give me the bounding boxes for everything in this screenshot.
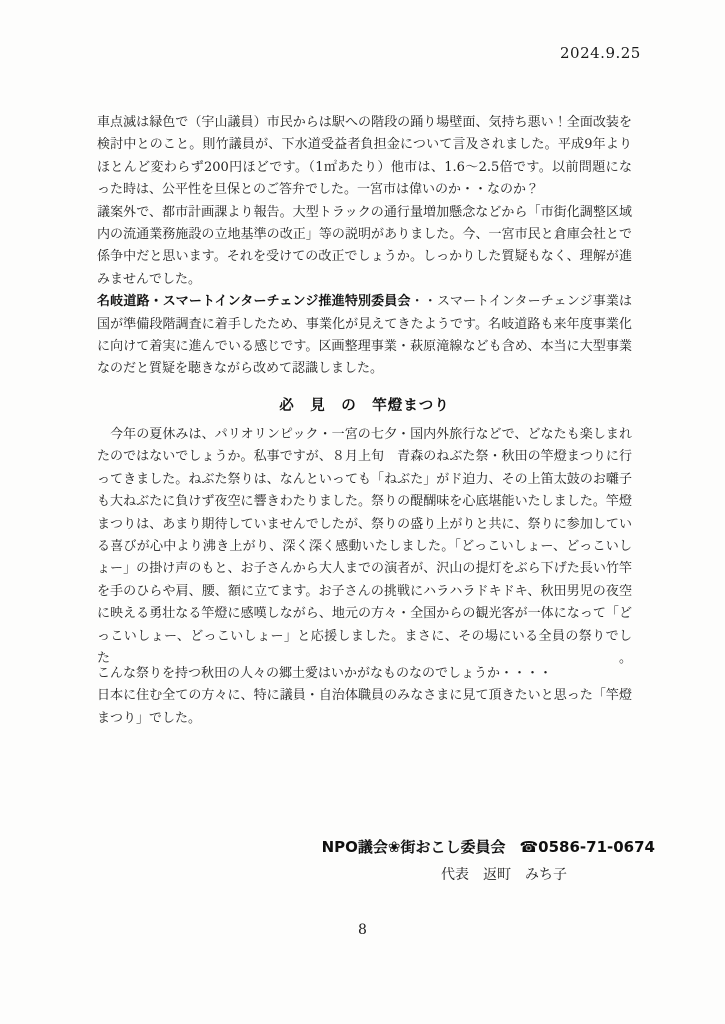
text-line: も大ねぶたに負けず夜空に響きわたりました。祭りの醍醐味を心底堪能いたしました。竿燈 <box>97 494 632 510</box>
text-line: たのではないでしょうか。私事ですが、８月上旬 青森のねぶた祭・秋田の竿燈まつりに行 <box>97 449 632 465</box>
text-line: に向けて着実に進んでいる感じです。区画整理事業・萩原滝線なども含め、本当に大型事業 <box>97 338 632 354</box>
footer-organization-line <box>322 836 655 857</box>
text-line: に映える勇壮なる竿燈に感嘆しながら、地元の方々・全国からの観光客が一体になって「ど <box>97 606 632 622</box>
text-line: こんな祭りを持つ秋田の人々の郷土愛はいかがなものなのでしょうか・・・・ <box>97 666 553 681</box>
text-line: 車点滅は緑色で（宇山議員）市民からは駅への階段の踊り場壁面、気持ち悪い！全面改装を <box>97 115 632 130</box>
text-line: 日本に住む全ての方々に、特に議員・自治体職員のみなさまに見て頂きたいと思った「竿燈 <box>97 688 632 704</box>
text-line: まつり」でした。 <box>97 710 202 726</box>
text-line: 検討中とのこと。則竹議員が、下水道受益者負担金について言及されました。平成9年より <box>97 137 632 153</box>
text-line: ょー」の掛け声のもと、お子さんから大人までの演者が、沢山の提灯をぶら下げた長い竹竿 <box>97 561 632 577</box>
festival-section-heading: 必 見 の 竿燈まつり <box>279 398 450 414</box>
festival-paragraph-block <box>97 424 632 666</box>
text-line: 内の流通業務施設の立地基準の改正」等の説明がありました。今、一宮市民と倉庫会社とで <box>97 226 632 242</box>
council-report-block <box>97 112 632 381</box>
phone-number: 0586-71-0674 <box>538 838 655 856</box>
text-line: 議案外で、都市計画課より報告。大型トラックの通行量増加懸念などから「市街化調整区域 <box>97 204 632 220</box>
text-line: 国が準備段階調査に着手したため、事業化が見えてきたようです。名岐道路も来年度事業化 <box>97 316 632 332</box>
text-line: 係争中だと思います。それを受けての改正でしょうか。しっかりした質疑もなく、理解が進 <box>97 249 632 265</box>
closing-paragraph-block <box>97 663 632 730</box>
phone-icon: ☎ <box>519 838 539 856</box>
committee-heading-line <box>97 291 632 313</box>
phone-group <box>519 838 655 856</box>
text-line: なのだと質疑を聴きながら改めて認識しました。 <box>97 361 384 377</box>
document-date: 2024.9.25 <box>560 44 641 62</box>
flower-icon: ❀ <box>387 838 401 856</box>
committee-line-rest: ・・スマートインターチェンジ事業は <box>410 294 632 310</box>
text-line: ってきました。ねぶた祭りは、なんといっても「ねぶた」がド迫力、その上笛太鼓のお囃子 <box>97 471 632 487</box>
footer-representative: 代表 返町 みち子 <box>441 867 567 883</box>
text-line: る喜びが心中より沸き上がり、深く深く感動いたしました。「どっこいしょー、どっこいし <box>97 538 632 554</box>
text-line: みませんでした。 <box>97 271 202 287</box>
page-number: 8 <box>358 922 367 938</box>
organization-name-suffix: 街おこし委員会 <box>400 838 506 856</box>
text-line: 今年の夏休みは、パリオリンピック・一宮の七夕・国内外旅行などで、どなたも楽しまれ <box>97 427 632 442</box>
committee-name: 名岐道路・スマートインターチェンジ推進特別委員会 <box>97 294 411 310</box>
text-line: ほとんど変わらず200円ほどです。（1㎡あたり）他市は、1.6～2.5倍です。以前問題にな <box>97 159 632 175</box>
text-line: っこいしょー、どっこいしょー」と応援しました。まさに、その場にいる全員の祭りでした。 <box>97 628 632 666</box>
organization-name-prefix: NPO議会 <box>321 838 388 856</box>
text-line: まつりは、あまり期待していませんでしたが、祭りの盛り上がりと共に、祭りに参加してい <box>97 516 632 532</box>
text-line: を手のひらや肩、腰、額に立てます。お子さんの挑戦にハラハラドキドキ、秋田男児の夜空 <box>97 583 632 599</box>
text-line: った時は、公平性を旦保とのご答弁でした。一宮市は偉いのか・・なのか？ <box>97 182 540 198</box>
